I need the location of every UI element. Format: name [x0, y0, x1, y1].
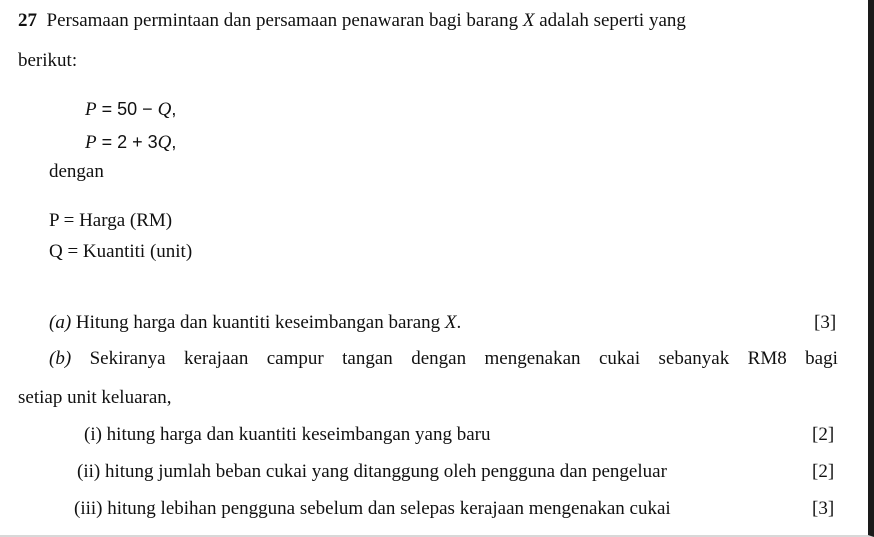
demand-rhs: = 50 − [96, 99, 158, 119]
definitions-intro: dengan [49, 161, 104, 182]
demand-var: Q [157, 99, 172, 120]
part-a-variable: X [444, 312, 457, 333]
question-intro-line1 [18, 10, 686, 32]
part-b-line1 [49, 348, 838, 370]
supply-lhs: P [85, 132, 97, 153]
intro-text-post: adalah seperti yang [534, 10, 686, 31]
sub-part-iii: (iii) hitung lebihan pengguna sebelum dan selepas kerajaan mengenakan cukai [74, 498, 671, 519]
part-b-word: RM8 [747, 348, 787, 369]
part-b-word: kerajaan [183, 348, 249, 369]
part-b-word: Sekiranya [89, 348, 166, 369]
part-b-word: cukai [598, 348, 641, 369]
demand-end: , [171, 99, 177, 119]
sub-part-i: (i) hitung harga dan kuantiti keseimbangan yang baru [84, 424, 491, 445]
part-a-text: Hitung harga dan kuantiti keseimbangan barang [71, 312, 445, 333]
part-b-word: tangan [342, 348, 393, 369]
sub-part-ii: (ii) hitung jumlah beban cukai yang ditanggung oleh pengguna dan pengeluar [77, 461, 667, 482]
part-b-word: sebanyak [658, 348, 730, 369]
sub-part-i-marks: [2] [812, 424, 835, 445]
supply-end: , [171, 132, 177, 152]
sub-part-iii-marks: [3] [812, 498, 835, 519]
part-b-word: bagi [805, 348, 838, 369]
demand-lhs: P [85, 99, 97, 120]
intro-text-pre: Persamaan permintaan dan persamaan penawaran bagi barang [46, 10, 523, 31]
part-a-label: (a) [49, 312, 72, 333]
supply-equation [85, 131, 176, 154]
part-b-word: dengan [411, 348, 467, 369]
supply-var: Q [157, 132, 172, 153]
intro-variable: X [522, 10, 535, 31]
part-a-marks: [3] [814, 312, 837, 333]
part-b-word: mengenakan [484, 348, 581, 369]
part-a-text-end: . [456, 312, 462, 333]
part-b-label: (b) [49, 348, 72, 369]
part-b-line2: setiap unit keluaran, [18, 387, 172, 408]
price-definition: P = Harga (RM) [49, 210, 173, 231]
question-number: 27 [18, 10, 37, 31]
demand-equation [85, 98, 176, 121]
part-a [49, 312, 461, 334]
part-b-word: campur [266, 348, 324, 369]
question-intro-line2: berikut: [18, 50, 78, 71]
sub-part-ii-marks: [2] [812, 461, 835, 482]
quantity-definition: Q = Kuantiti (unit) [49, 241, 193, 262]
supply-rhs: = 2 + 3 [96, 132, 158, 152]
